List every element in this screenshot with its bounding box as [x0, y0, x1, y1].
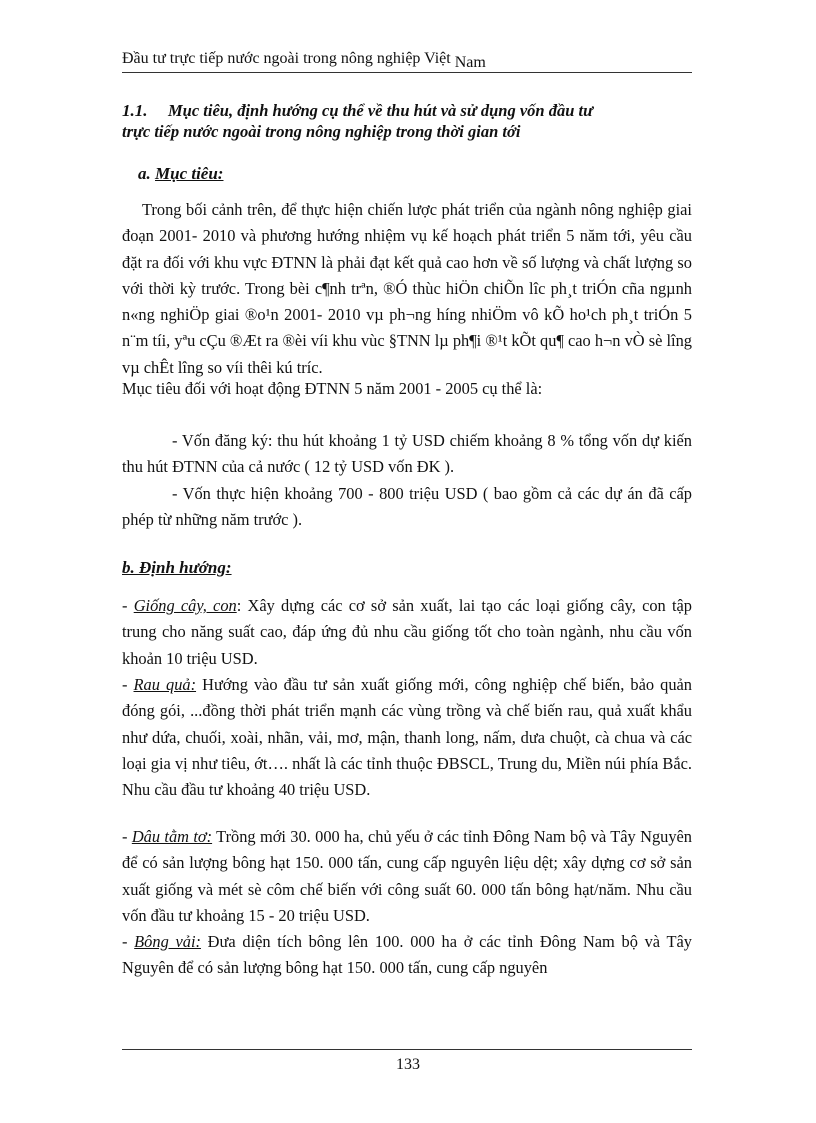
paragraph-implemented-capital: - Vốn thực hiện khoảng 700 - 800 triệu USD ( bao gồm cả các dự án đã cấp phép từ những năm trước ).	[122, 484, 692, 530]
paragraph-goals-intro: Mục tiêu đối với hoạt động ĐTNN 5 năm 2001 - 2005 cụ thể là:	[122, 379, 543, 398]
section-title-line1: Mục tiêu, định hướng cụ thể về thu hút và sử dụng vốn đầu tư	[168, 101, 593, 120]
orientation-silk-label: Dâu tằm tơ:	[131, 827, 213, 846]
section-number: 1.1.	[122, 101, 148, 120]
header-title: Đầu tư trực tiếp nước ngoài trong nông nghiệp Việt	[122, 50, 451, 67]
orientation-cotton-text: Đưa diện tích bông lên 100. 000 ha ở các tỉnh Đông Nam bộ và Tây Nguyên để có sản lượng bông hạt 150. 000 tấn, cung cấp nguyên	[122, 932, 692, 978]
orientation-vegetables-label: Rau quả:	[133, 675, 197, 694]
footer-divider	[122, 1049, 692, 1050]
subheading-a	[138, 164, 223, 184]
paragraph-context: Trong bối cảnh trên, để thực hiện chiến lược phát triển của ngành nông nghiệp giai đoạn 2001- 2010 và phương hướng nhiệm vụ kế hoạch phát triển 5 năm tới, yêu cầu đặt ra đối với khu vực ĐTNN là phải đạt kết quả cao hơn về số lượng và chất lượng so với thời kỳ trước. Trong bèi c¶nh trªn, ®Ó thùc hiÖn chiÕn lîc ph¸t triÓn cña ngµnh n«ng nghiÖp giai ®o¹n 2001- 2010 vµ ph¬ng híng nhiÖm vô kÕ ho¹ch ph¸t triÓn 5 n¨m tíi, yªu cÇu ®Æt ra ®èi víi khu vùc §TNN lµ ph¶i ®¹t kÕt qu¶ cao h¬n vÒ sè lîng vµ chÊt lîng so víi thêi kú tríc.	[122, 200, 692, 377]
orientation-seeds-label: Giống cây, con	[133, 596, 237, 615]
orientation-seeds-text: : Xây dựng các cơ sở sản xuất, lai tạo các loại giống cây, con tập trung cho năng suất cao, đáp ứng đủ nhu cầu giống tốt cho toàn ngành, nhu cầu vốn khoản 10 triệu USD.	[122, 596, 692, 668]
running-header	[122, 48, 692, 73]
orientation-cotton: - Bông vải: Đưa diện tích bông lên 100. 000 ha ở các tỉnh Đông Nam bộ và Tây Nguyên để có sản lượng bông hạt 150. 000 tấn, cung cấp nguyên	[122, 932, 692, 978]
section-title-line2: trực tiếp nước ngoài trong nông nghiệp trong thời gian tới	[122, 122, 521, 141]
subheading-b	[122, 558, 232, 578]
subheading-b-label: b. Định hướng:	[122, 558, 232, 577]
page-number: 133	[396, 1056, 420, 1073]
header-title-end: Nam	[454, 54, 486, 71]
subheading-a-prefix: a.	[138, 164, 151, 183]
orientation-seeds: - Giống cây, con: Xây dựng các cơ sở sản xuất, lai tạo các loại giống cây, con tập trung cho năng suất cao, đáp ứng đủ nhu cầu giống tốt cho toàn ngành, nhu cầu vốn khoản 10 triệu USD.	[122, 596, 692, 668]
orientation-vegetables-text: Hướng vào đầu tư sản xuất giống mới, công nghiệp chế biến, bảo quản đóng gói, ...đồng thời phát triển mạnh các vùng trồng và chế biến rau, quả xuất khẩu như dứa, chuối, xoài, nhãn, vải, mơ, mận, thanh long, nấm, dưa chuột, cà chua và các loại gia vị như tiêu, ớt…. nhất là các tỉnh thuộc ĐBSCL, Trung du, Miền núi phía Bắc. Nhu cầu đầu tư khoảng 40 triệu USD.	[122, 675, 693, 800]
paragraph-registered-capital: - Vốn đăng ký: thu hút khoảng 1 tỷ USD chiếm khoảng 8 % tổng vốn dự kiến thu hút ĐTNN của cả nước ( 12 tỷ USD vốn ĐK ).	[122, 431, 692, 477]
orientation-silk: - Dâu tằm tơ: Trồng mới 30. 000 ha, chủ yếu ở các tỉnh Đông Nam bộ và Tây Nguyên để có sản lượng bông hạt 150. 000 tấn, cung cấp nguyên liệu dệt; xây dựng cơ sở sản xuất giống và mét sè côm chế biến với công suất 60. 000 tấn bông hạt/năm. Nhu cầu vốn đầu tư khoảng 15 - 20 triệu USD.	[122, 827, 692, 925]
orientation-silk-text: Trồng mới 30. 000 ha, chủ yếu ở các tỉnh Đông Nam bộ và Tây Nguyên để có sản lượng bông hạt 150. 000 tấn, cung cấp nguyên liệu dệt; xây dựng cơ sở sản xuất giống và mét sè côm chế biến với công suất 60. 000 tấn bông hạt/năm. Nhu cầu vốn đầu tư khoảng 15 - 20 triệu USD.	[122, 827, 692, 925]
orientation-cotton-label: Bông vải:	[134, 932, 201, 951]
section-heading	[122, 100, 702, 142]
subheading-a-label: Mục tiêu:	[155, 164, 224, 183]
orientation-vegetables: - Rau quả: Hướng vào đầu tư sản xuất giống mới, công nghiệp chế biến, bảo quản đóng gói, ...đồng thời phát triển mạnh các vùng trồng và chế biến rau, quả xuất khẩu như dứa, chuối, xoài, nhãn, vải, mơ, mận, thanh long, nấm, dưa chuột, cà chua và các loại gia vị như tiêu, ớt…. nhất là các tỉnh thuộc ĐBSCL, Trung du, Miền núi phía Bắc. Nhu cầu đầu tư khoảng 40 triệu USD.	[122, 675, 693, 800]
